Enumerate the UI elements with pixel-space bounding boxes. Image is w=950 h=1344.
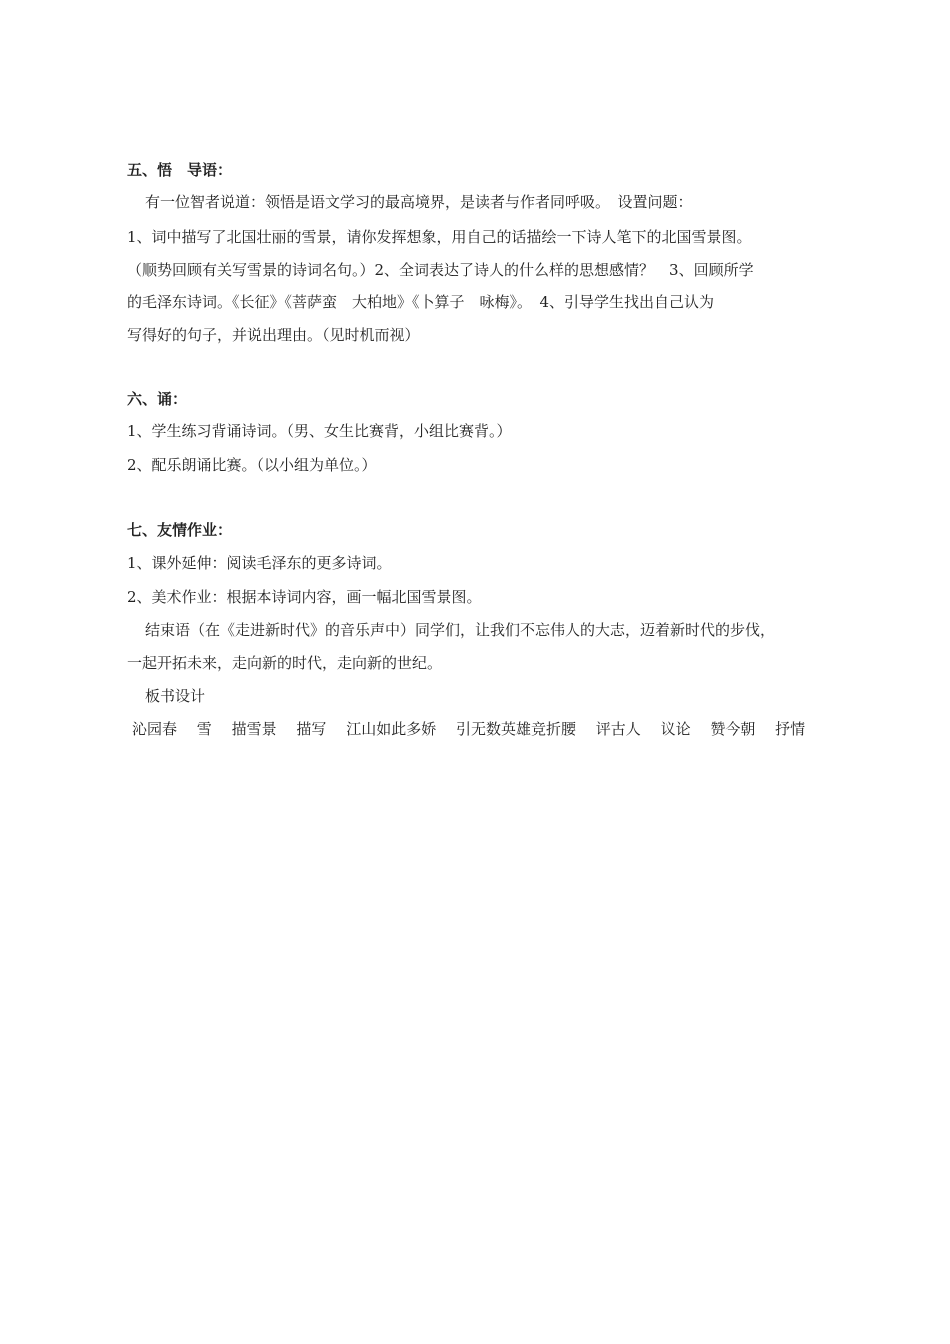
section5-line-2: （顺势回顾有关写雪景的诗词名句。）2、全词表达了诗人的什么样的思想感情？ 3、回顾所学: [127, 261, 754, 279]
board-item: 描雪景: [231, 720, 277, 738]
section5-line-1: 1、词中描写了北国壮丽的雪景，请你发挥想象，用自己的话描绘一下诗人笔下的北国雪景图。: [127, 228, 752, 246]
section5-line-4: 写得好的句子，并说出理由。（见时机而视）: [127, 326, 420, 344]
board-item: 议论: [660, 720, 691, 738]
board-design-title: 板书设计: [145, 687, 206, 705]
board-item: 沁园春: [132, 720, 178, 738]
closing-line-1: 结束语（在《走进新时代》的音乐声中）同学们，让我们不忘伟人的大志，迈着新时代的步伐，: [145, 621, 776, 639]
section6-heading: 六、诵：: [127, 390, 188, 408]
board-item: 描写: [296, 720, 327, 738]
board-item: 江山如此多娇: [346, 720, 437, 738]
section7-item-1: 1、课外延伸：阅读毛泽东的更多诗词。: [127, 554, 392, 572]
closing-line-2: 一起开拓未来，走向新的时代，走向新的世纪。: [127, 654, 443, 672]
section5-line-3: 的毛泽东诗词。《长征》《菩萨蛮 大柏地》《卜算子 咏梅》。 4、引导学生找出自己认为: [127, 293, 715, 311]
board-item: 抒情: [775, 720, 806, 738]
board-design-row: [132, 719, 820, 739]
board-item: 评古人: [595, 720, 641, 738]
section6-item-2: 2、配乐朗诵比赛。（以小组为单位。）: [127, 456, 377, 474]
section5-intro: 有一位智者说道：领悟是语文学习的最高境界，是读者与作者同呼吸。 设置问题：: [145, 193, 693, 211]
board-item: 引无数英雄竞折腰: [455, 720, 576, 738]
section7-item-2: 2、美术作业：根据本诗词内容，画一幅北国雪景图。: [127, 588, 482, 606]
board-item: 雪: [196, 720, 212, 738]
section7-heading: 七、友情作业：: [127, 521, 233, 539]
section6-item-1: 1、学生练习背诵诗词。（男、女生比赛背，小组比赛背。）: [127, 422, 512, 440]
board-item: 赞今朝: [710, 720, 756, 738]
section5-heading: 五、悟 导语：: [127, 161, 233, 179]
